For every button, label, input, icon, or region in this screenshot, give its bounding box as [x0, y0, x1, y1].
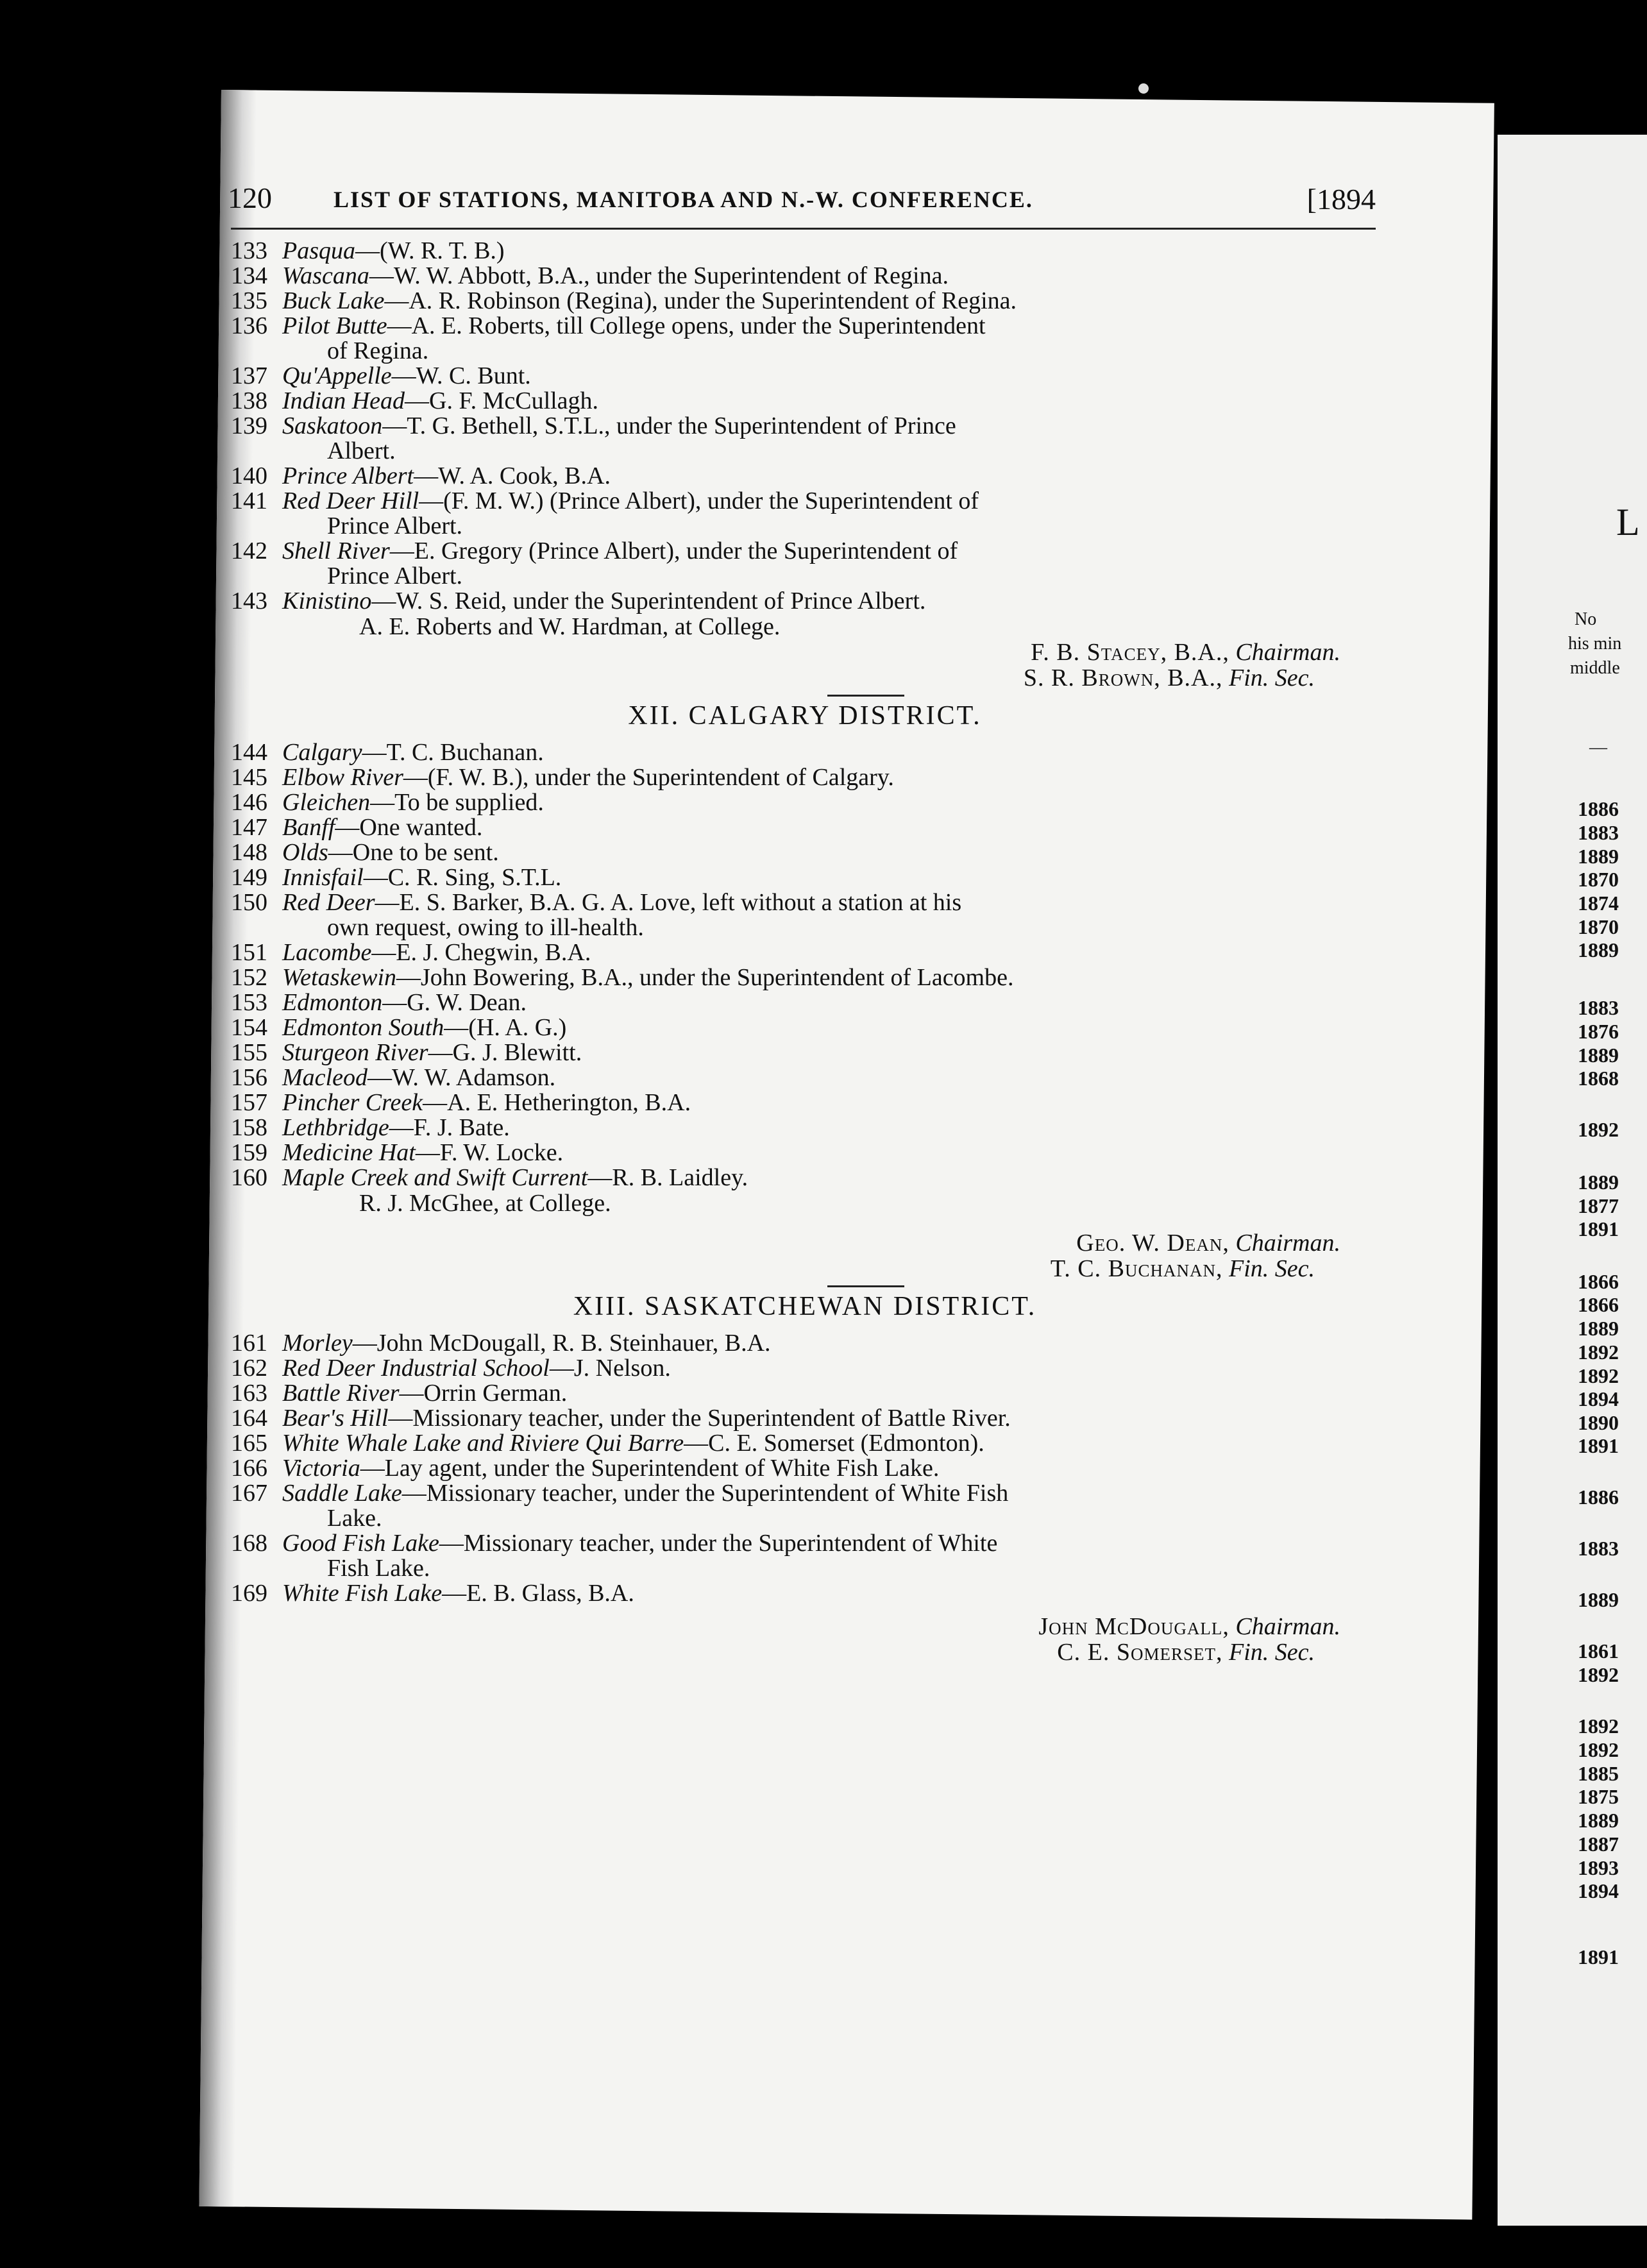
station-number: 153 [231, 989, 267, 1016]
station-place: Red Deer Industrial School [282, 1355, 550, 1382]
signature-line [231, 1639, 1340, 1665]
station-assignment: —T. C. Buchanan. [362, 739, 544, 766]
signatory-role: Chairman. [1235, 639, 1340, 666]
signature-line [231, 1230, 1340, 1256]
station-number: 156 [231, 1064, 267, 1091]
station-place: Morley [282, 1330, 353, 1357]
right-page-year: 1892 [1578, 1341, 1619, 1364]
station-place: Innisfail [282, 864, 364, 891]
station-assignment: —G. F. McCullagh. [405, 387, 599, 414]
college-note: R. J. McGhee, at College. [359, 1190, 611, 1217]
station-number: 163 [231, 1380, 267, 1407]
station-place: Red Deer Hill [282, 487, 419, 514]
station-number: 168 [231, 1530, 267, 1557]
station-number: 162 [231, 1355, 267, 1382]
right-page-year: 1889 [1578, 1171, 1619, 1194]
right-page-year: 1883 [1578, 996, 1619, 1019]
station-place: Maple Creek and Swift Current [282, 1164, 588, 1191]
station-assignment: —G. J. Blewitt. [428, 1039, 582, 1066]
right-page-year: 1889 [1578, 1809, 1619, 1832]
district-heading: XIII. SASKATCHEWAN DISTRICT. [573, 1292, 1037, 1321]
station-entry [231, 1115, 1379, 1140]
signatory-name: S. R. Brown, B.A., [1023, 664, 1223, 691]
right-page-year: 1892 [1578, 1738, 1619, 1761]
station-entry [231, 815, 1379, 840]
right-page-year: 1892 [1578, 1714, 1619, 1738]
station-place: Macleod [282, 1064, 367, 1091]
station-continuation: of Regina. [327, 337, 429, 364]
signature-line [231, 639, 1340, 665]
station-entry [231, 1040, 1379, 1065]
station-assignment: —E. J. Chegwin, B.A. [371, 939, 591, 966]
station-entry [231, 1481, 1379, 1531]
station-entry [231, 890, 1379, 940]
station-entry [231, 589, 1379, 614]
station-number: 169 [231, 1580, 267, 1607]
station-place: Saskatoon [282, 412, 383, 439]
dust-speck [1138, 83, 1149, 94]
right-page-year: 1877 [1578, 1194, 1619, 1217]
station-entry [231, 364, 1379, 389]
station-continuation: Fish Lake. [327, 1555, 430, 1582]
regina-prince-albert-entries [231, 239, 1379, 614]
district-signature [231, 1614, 1379, 1665]
station-assignment: —A. R. Robinson (Regina), under the Superintendent of Regina. [384, 287, 1017, 314]
station-assignment: —W. S. Reid, under the Superintendent of Prince Albert. [371, 588, 926, 614]
station-number: 154 [231, 1014, 267, 1041]
station-place: Sturgeon River [282, 1039, 428, 1066]
district-signature [231, 1230, 1379, 1282]
right-page-year: 1870 [1578, 868, 1619, 891]
signatory-name: John McDougall, [1038, 1613, 1229, 1640]
station-number: 151 [231, 939, 267, 966]
station-number: 167 [231, 1480, 267, 1507]
station-entry [231, 765, 1379, 790]
station-number: 146 [231, 789, 267, 816]
station-place: White Fish Lake [282, 1580, 443, 1607]
signature-line [231, 1614, 1340, 1639]
station-number: 139 [231, 412, 267, 439]
station-assignment: —Missionary teacher, under the Superintendent of White [439, 1530, 998, 1557]
signatory-role: Chairman. [1235, 1230, 1340, 1257]
station-assignment: —G. W. Dean. [382, 989, 527, 1016]
station-entry [231, 1065, 1379, 1090]
station-place: Olds [282, 839, 328, 866]
station-number: 161 [231, 1330, 267, 1357]
right-page-year: 1892 [1578, 1663, 1619, 1686]
page-number: 120 [228, 182, 272, 214]
right-page-year: 1891 [1578, 1217, 1619, 1240]
right-page-year: 1891 [1578, 1434, 1619, 1457]
station-number: 158 [231, 1114, 267, 1141]
station-assignment: —E. Gregory (Prince Albert), under the Superintendent of [389, 537, 958, 564]
station-assignment: —Orrin German. [399, 1380, 568, 1407]
station-number: 143 [231, 588, 267, 614]
station-number: 134 [231, 262, 267, 289]
right-page-year: 1889 [1578, 1588, 1619, 1611]
station-assignment: —C. E. Somerset (Edmonton). [684, 1430, 984, 1457]
station-assignment: —W. W. Adamson. [367, 1064, 556, 1091]
station-assignment: —(H. A. G.) [444, 1014, 567, 1041]
station-assignment: —(W. R. T. B.) [355, 237, 505, 264]
signature-line [231, 665, 1340, 691]
station-entry [231, 940, 1379, 965]
station-entry [231, 1531, 1379, 1581]
right-page-edge [1498, 135, 1647, 2226]
section-rule [827, 1285, 904, 1287]
right-page-year: 1886 [1578, 797, 1619, 820]
station-place: Prince Albert [282, 462, 414, 489]
station-number: 145 [231, 764, 267, 791]
signatory-role: Fin. Sec. [1228, 1255, 1315, 1282]
station-place: Indian Head [282, 387, 405, 414]
station-assignment: —F. J. Bate. [389, 1114, 510, 1141]
station-place: Edmonton [282, 989, 383, 1016]
station-entry [231, 414, 1379, 464]
station-list [231, 239, 1379, 1665]
college-note: A. E. Roberts and W. Hardman, at College. [359, 613, 781, 640]
right-page-year: 1876 [1578, 1020, 1619, 1043]
right-page-year: 1885 [1578, 1762, 1619, 1785]
right-page-fragment: — [1589, 738, 1607, 757]
station-place: Saddle Lake [282, 1480, 402, 1507]
station-number: 142 [231, 537, 267, 564]
station-place: Victoria [282, 1455, 360, 1482]
page-header [228, 181, 1376, 226]
station-number: 152 [231, 964, 267, 991]
station-entry [231, 1140, 1379, 1165]
right-page-year: 1883 [1578, 1537, 1619, 1560]
right-page-year: 1889 [1578, 1044, 1619, 1067]
station-number: 164 [231, 1405, 267, 1432]
signatory-name: T. C. Buchanan, [1050, 1255, 1223, 1282]
station-entry [231, 1165, 1379, 1190]
district-heading: XII. CALGARY DISTRICT. [628, 701, 982, 731]
station-assignment: —Missionary teacher, under the Superintendent of White Fish [401, 1480, 1009, 1507]
right-page-year: 1886 [1578, 1485, 1619, 1509]
station-assignment: —Missionary teacher, under the Superintendent of Battle River. [388, 1405, 1011, 1432]
right-page-year: 1889 [1578, 938, 1619, 961]
station-assignment: —J. Nelson. [549, 1355, 671, 1382]
station-place: Wetaskewin [282, 964, 397, 991]
station-number: 136 [231, 312, 267, 339]
right-page-year: 1892 [1578, 1118, 1619, 1141]
station-assignment: —John McDougall, R. B. Steinhauer, B.A. [352, 1330, 771, 1357]
station-number: 148 [231, 839, 267, 866]
station-number: 165 [231, 1430, 267, 1457]
right-page-year: 1893 [1578, 1856, 1619, 1879]
station-place: Gleichen [282, 789, 371, 816]
station-place: Lacombe [282, 939, 372, 966]
station-assignment: —T. G. Bethell, S.T.L., under the Superintendent of Prince [382, 412, 956, 439]
station-assignment: —W. W. Abbott, B.A., under the Superintendent of Regina. [369, 262, 949, 289]
station-assignment: —(F. W. B.), under the Superintendent of Calgary. [403, 764, 894, 791]
station-entry [231, 1090, 1379, 1115]
station-continuation: Lake. [327, 1505, 382, 1532]
header-rule [231, 228, 1376, 230]
right-page-year: 1868 [1578, 1067, 1619, 1090]
right-page-year: 1894 [1578, 1879, 1619, 1902]
station-place: Kinistino [282, 588, 372, 614]
station-assignment: —W. A. Cook, B.A. [414, 462, 611, 489]
station-entry [231, 264, 1379, 289]
station-number: 155 [231, 1039, 267, 1066]
right-page-year: 1866 [1578, 1270, 1619, 1293]
right-page-year: 1861 [1578, 1639, 1619, 1663]
right-page-fragment: middle [1570, 658, 1620, 678]
station-place: Calgary [282, 739, 362, 766]
saskatchewan-district-entries [231, 1331, 1379, 1606]
station-place: Battle River [282, 1380, 400, 1407]
right-page-year: 1887 [1578, 1832, 1619, 1856]
station-place: White Whale Lake and Riviere Qui Barre [282, 1430, 684, 1457]
station-entry [231, 389, 1379, 414]
station-assignment: —To be supplied. [370, 789, 544, 816]
station-entry [231, 740, 1379, 765]
station-entry [231, 239, 1379, 264]
station-entry [231, 1431, 1379, 1456]
station-assignment: —One wanted. [335, 814, 483, 841]
station-place: Medicine Hat [282, 1139, 416, 1166]
station-number: 141 [231, 487, 267, 514]
station-assignment: —C. R. Sing, S.T.L. [363, 864, 562, 891]
station-place: Pincher Creek [282, 1089, 423, 1116]
right-page-year: 1892 [1578, 1364, 1619, 1387]
station-number: 137 [231, 362, 267, 389]
station-number: 150 [231, 889, 267, 916]
station-number: 144 [231, 739, 267, 766]
right-page-fragment: No [1575, 609, 1597, 629]
station-place: Shell River [282, 537, 390, 564]
station-assignment: —E. S. Barker, B.A. G. A. Love, left without a station at his [375, 889, 962, 916]
station-number: 157 [231, 1089, 267, 1116]
station-entry [231, 289, 1379, 314]
station-entry [231, 965, 1379, 990]
district-signature [231, 639, 1379, 691]
station-place: Banff [282, 814, 335, 841]
station-assignment: —A. E. Hetherington, B.A. [423, 1089, 691, 1116]
station-assignment: —F. W. Locke. [415, 1139, 564, 1166]
station-entry [231, 990, 1379, 1015]
station-assignment: —(F. M. W.) (Prince Albert), under the Superintendent of [419, 487, 979, 514]
station-number: 133 [231, 237, 267, 264]
station-place: Wascana [282, 262, 369, 289]
right-page-year: 1889 [1578, 1317, 1619, 1340]
station-entry [231, 1406, 1379, 1431]
station-assignment: —John Bowering, B.A., under the Superintendent of Lacombe. [396, 964, 1014, 991]
station-assignment: —One to be sent. [328, 839, 499, 866]
station-entry [231, 1015, 1379, 1040]
station-entry [231, 865, 1379, 890]
right-page-year: 1875 [1578, 1785, 1619, 1808]
station-place: Buck Lake [282, 287, 385, 314]
running-head: LIST OF STATIONS, MANITOBA AND N.-W. CONFERENCE. [334, 187, 1033, 212]
right-page-year: 1870 [1578, 915, 1619, 938]
station-place: Bear's Hill [282, 1405, 389, 1432]
station-assignment: —A. E. Roberts, till College opens, under the Superintendent [387, 312, 986, 339]
signatory-name: F. B. Stacey, B.A., [1031, 639, 1229, 666]
right-page-year: 1889 [1578, 845, 1619, 868]
right-page-year: 1874 [1578, 892, 1619, 915]
station-number: 140 [231, 462, 267, 489]
station-number: 160 [231, 1164, 267, 1191]
right-page-year: 1894 [1578, 1387, 1619, 1410]
right-page-fragment: his min [1568, 634, 1622, 654]
signatory-role: Fin. Sec. [1228, 1639, 1315, 1666]
right-page-year: 1883 [1578, 821, 1619, 844]
station-assignment: —Lay agent, under the Superintendent of White Fish Lake. [360, 1455, 940, 1482]
station-place: Good Fish Lake [282, 1530, 439, 1557]
station-continuation: Albert. [327, 437, 396, 464]
signatory-role: Fin. Sec. [1228, 664, 1315, 691]
right-page-year: 1866 [1578, 1293, 1619, 1316]
signature-line [231, 1256, 1340, 1282]
station-entry [231, 1331, 1379, 1356]
station-entry [231, 1456, 1379, 1481]
station-entry [231, 790, 1379, 815]
station-entry [231, 840, 1379, 865]
station-place: Edmonton South [282, 1014, 444, 1041]
page-year: [1894 [1306, 183, 1376, 216]
station-number: 166 [231, 1455, 267, 1482]
station-place: Red Deer [282, 889, 375, 916]
station-number: 149 [231, 864, 267, 891]
station-assignment: —W. C. Bunt. [391, 362, 531, 389]
station-entry [231, 464, 1379, 489]
station-entry [231, 489, 1379, 539]
station-place: Pilot Butte [282, 312, 387, 339]
station-place: Lethbridge [282, 1114, 389, 1141]
station-entry [231, 1356, 1379, 1381]
calgary-district-entries [231, 740, 1379, 1190]
station-assignment: —E. B. Glass, B.A. [442, 1580, 634, 1607]
station-entry [231, 1581, 1379, 1606]
station-place: Elbow River [282, 764, 403, 791]
section-rule [827, 695, 904, 697]
station-assignment: —R. B. Laidley. [587, 1164, 748, 1191]
signatory-role: Chairman. [1235, 1613, 1340, 1640]
signatory-name: C. E. Somerset, [1057, 1639, 1223, 1666]
station-entry [231, 314, 1379, 364]
right-page-year: 1890 [1578, 1411, 1619, 1434]
station-place: Qu'Appelle [282, 362, 392, 389]
station-number: 147 [231, 814, 267, 841]
station-continuation: Prince Albert. [327, 512, 463, 539]
station-entry [231, 539, 1379, 589]
station-number: 135 [231, 287, 267, 314]
signatory-name: Geo. W. Dean, [1076, 1230, 1229, 1257]
station-continuation: Prince Albert. [327, 563, 463, 589]
station-entry [231, 1381, 1379, 1406]
station-place: Pasqua [282, 237, 355, 264]
right-page-letter: L [1616, 501, 1640, 543]
station-continuation: own request, owing to ill-health. [327, 914, 644, 941]
station-number: 138 [231, 387, 267, 414]
right-page-year: 1891 [1578, 1945, 1619, 1968]
station-number: 159 [231, 1139, 267, 1166]
